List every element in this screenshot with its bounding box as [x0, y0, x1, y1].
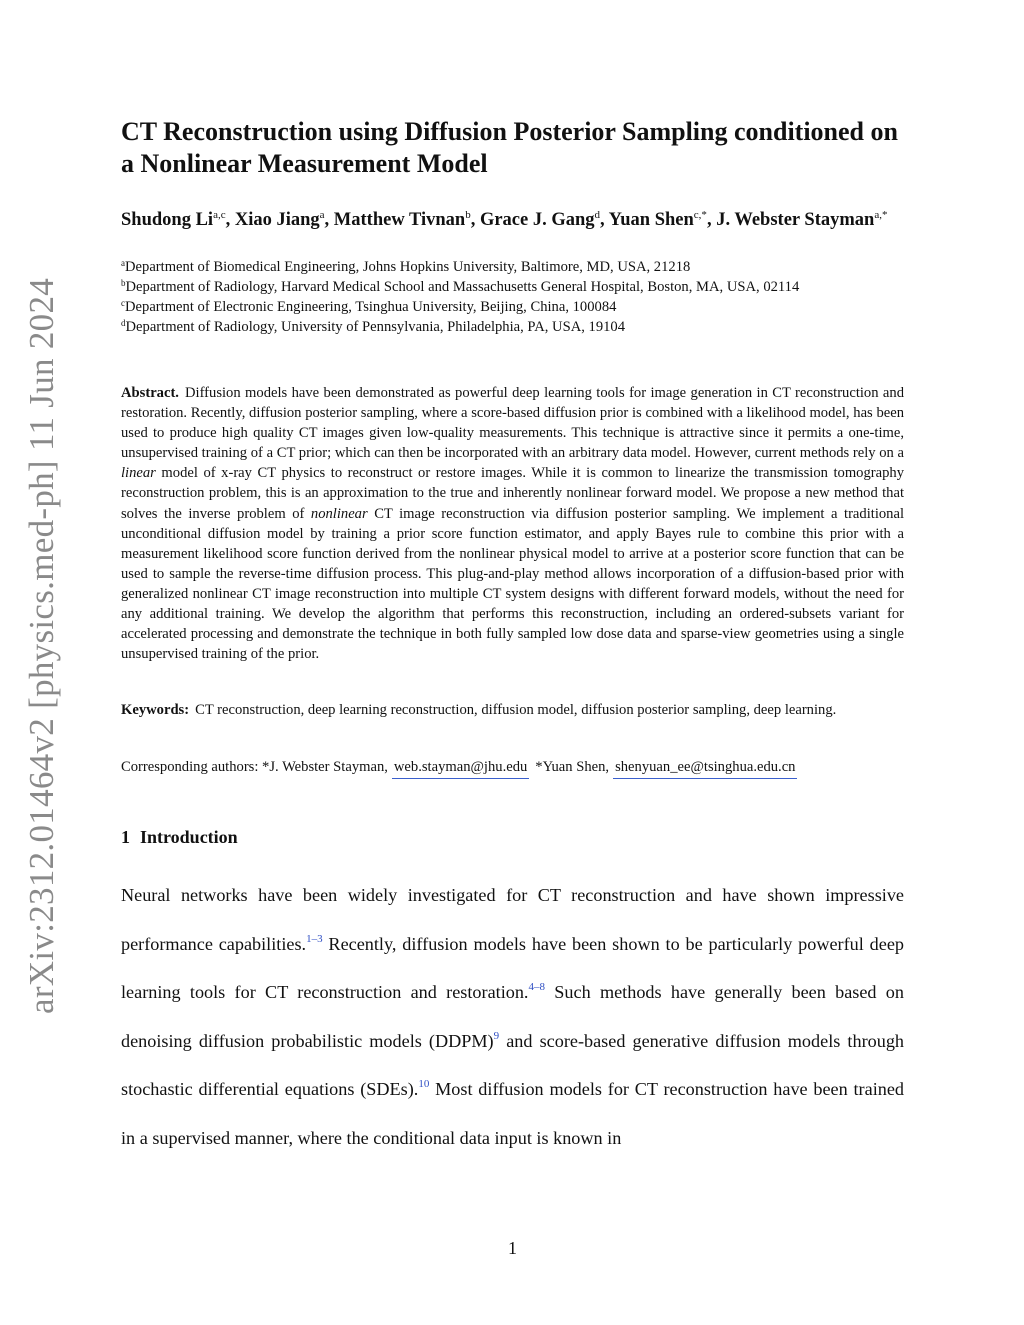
- author: Yuan Shen$^{c,*}$,: [608, 209, 717, 230]
- affiliation: $^b$Department of Radiology, Harvard Medical School and Massachusetts General Hospital, Boston, MA, USA, 02114: [121, 278, 800, 295]
- author: Grace J. Gang$^d$,: [479, 209, 609, 230]
- email-link-stayman[interactable]: web.stayman@jhu.edu: [392, 759, 529, 779]
- email-link-shen[interactable]: shenyuan_ee@tsinghua.edu.cn: [613, 759, 797, 779]
- page-number: 1: [508, 1238, 517, 1258]
- paper-title: CT Reconstruction using Diffusion Posterior Sampling conditioned on a Nonlinear Measurement Model: [121, 117, 898, 178]
- author: J. Webster Stayman$^{a,*}$: [716, 209, 888, 230]
- author: Xiao Jiang$^a$,: [234, 209, 334, 230]
- keywords-label: Keywords:: [121, 702, 190, 718]
- affiliation: $^a$Department of Biomedical Engineering, Johns Hopkins University, Baltimore, MD, USA, 21218: [121, 258, 691, 275]
- author: Matthew Tivnan$^b$,: [333, 209, 480, 230]
- corresponding-authors: Corresponding authors: *J. Webster Stayman, web.stayman@jhu.edu *Yuan Shen, shenyuan_ee@tsinghua.edu.cn: [121, 757, 911, 777]
- author: Shudong Li$^{a,c}$,: [121, 209, 235, 230]
- citation-link[interactable]: 1–3: [306, 932, 323, 945]
- arxiv-stamp: arXiv:2312.01464v2 [physics.med-ph] 11 Jun 2024: [22, 277, 61, 1014]
- abstract: Abstract. Diffusion models have been demonstrated as powerful deep learning tools for image generation in CT reconstruction and restoration. Recently, diffusion posterior sampling, where a score-based diffusion prior is combined with a likelihood model, has been used to produce high quality CT images given low-quality measurements. This technique is attractive since it permits a one-time, unsupervised training of a CT prior; which can then be incorporated with an arbitrary data model. However, current methods rely on a linear model of x-ray CT physics to reconstruct or restore images. While it is common to linearize the transmission tomography reconstruction problem, this is an approximation to the true and inherently nonlinear forward model. We propose a new method that solves the inverse problem of nonlinear CT image reconstruction via diffusion posterior sampling. We implement a traditional unconditional diffusion model by training a prior score function estimator, and apply Bayes rule to combine this prior with a measurement likelihood score function derived from the nonlinear physical model to arrive at a posterior score function that can be used to sample the reverse-time diffusion process. This plug-and-play method allows incorporation of a diffusion-based prior with generalized nonlinear CT image reconstruction into multiple CT system designs with different forward models, without the need for any additional training. We develop the algorithm that performs this reconstruction, including an ordered-subsets variant for accelerated processing and demonstrate the technique in both fully sampled low dose data and sparse-view geometries using a single unsupervised training of the prior.: [121, 385, 904, 663]
- author-list: [121, 207, 904, 233]
- abstract-label: Abstract.: [121, 385, 179, 401]
- section-heading: 1 Introduction: [121, 827, 238, 847]
- intro-paragraph: Neural networks have been widely investigated for CT reconstruction and have shown impressive performance capabilities.$^{1-3}$ Recently, diffusion models have been shown to be particularly powerful deep learning tools for CT reconstruction and restoration.$^{4-8}$ Such methods have generally been based on denoising diffusion probabilistic models (DDPM)$^9$ and score-based generative diffusion models through stochastic differential equations (SDEs).$^{10}$ Most diffusion models for CT reconstruction have been trained in a supervised manner, where the conditional data input is known in: [121, 885, 905, 1148]
- affiliation-list: [121, 257, 911, 337]
- affiliation: $^c$Department of Electronic Engineering, Tsinghua University, Beijing, China, 100084: [121, 298, 617, 315]
- keywords: Keywords: CT reconstruction, deep learning reconstruction, diffusion model, diffusion posterior sampling, deep learning.: [121, 702, 837, 718]
- citation-link[interactable]: 4–8: [528, 981, 545, 994]
- citation-link[interactable]: 9: [493, 1029, 500, 1042]
- citation-link[interactable]: 10: [418, 1078, 430, 1091]
- affiliation: $^d$Department of Radiology, University of Pennsylvania, Philadelphia, PA, USA, 19104: [121, 318, 626, 335]
